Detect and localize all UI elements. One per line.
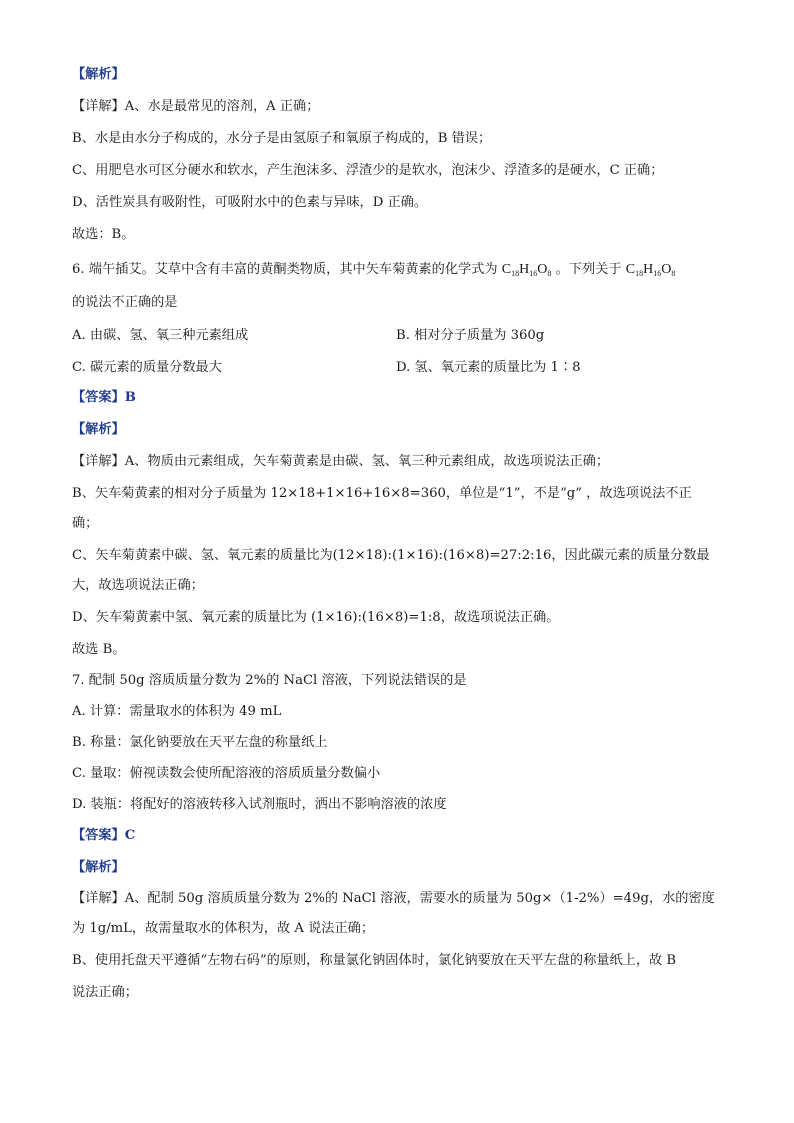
question-6-stem (72, 260, 732, 280)
detail-line: C、用肥皂水可区分硬水和软水，产生泡沫多、浮渣少的是软水，泡沫少、浮渣多的是硬水，C 正确； (72, 163, 664, 178)
detail-line: B、矢车菊黄素的相对分子质量为 12×18+1×16+16×8=360，单位是“1”，不是“g” ，故选项说法不正 (72, 486, 692, 501)
detail-line: B、水是由水分子构成的，水分子是由氢原子和氧原子构成的，B 错误； (72, 131, 492, 146)
detail-line: 【详解】A、水是最常见的溶剂，A 正确； (72, 99, 320, 114)
detail-line: 【详解】A、配制 50g 溶质质量分数为 2%的 NaCl 溶液，需要水的质量为 50g×（1-2%）=49g，水的密度 (72, 891, 715, 906)
question-7-option-d: D. 装瓶：将配好的溶液转移入试剂瓶时，洒出不影响溶液的浓度 (72, 797, 447, 812)
detail-line: 说法正确； (72, 985, 138, 1000)
conclusion-line: 故选：B。 (72, 227, 135, 242)
question-6-answer: 【答案】B (72, 390, 136, 405)
chemical-formula: $C_{18}H_{16}O_8$ (501, 262, 552, 278)
detail-line: C、矢车菊黄素中碳、氢、氧元素的质量比为(12×18):(1×16):(16×8)=27:2:16，因此碳元素的质量分数最 (72, 548, 710, 563)
question-7-stem: 7. 配制 50g 溶质质量分数为 2%的 NaCl 溶液，下列说法错误的是 (72, 673, 467, 688)
detail-line: 确； (72, 516, 99, 531)
question-6-option-d: D. 氢、氧元素的质量比为 1∶8 (396, 360, 581, 375)
question-6-analysis-heading: 【解析】 (72, 422, 125, 437)
question-7-analysis-heading: 【解析】 (72, 860, 125, 875)
question-6-option-b: B. 相对分子质量为 360g (396, 328, 545, 343)
detail-line: 【详解】A、物质由元素组成，矢车菊黄素是由碳、氢、氧三种元素组成，故选项说法正确； (72, 454, 610, 469)
question-7-option-c: C. 量取：俯视读数会使所配溶液的溶质质量分数偏小 (72, 766, 381, 781)
detail-line: B、使用托盘天平遵循“左物右码”的原则，称量氯化钠固体时，氯化钠要放在天平左盘的称量纸上，故 B (72, 953, 677, 968)
question-7-option-b: B. 称量：氯化钠要放在天平左盘的称量纸上 (72, 735, 328, 750)
detail-line: D、活性炭具有吸附性，可吸附水中的色素与异味，D 正确。 (72, 195, 428, 210)
question-6-option-a: A. 由碳、氢、氧三种元素组成 (72, 328, 249, 343)
question-7-answer: 【答案】C (72, 828, 136, 843)
detail-line: 大，故选项说法正确； (72, 578, 204, 593)
question-6-stem-text: 。下列关于 (555, 262, 622, 277)
question-7-option-a: A. 计算：需量取水的体积为 49 mL (72, 704, 282, 719)
question-6-stem-text: 6. 端午插艾。艾草中含有丰富的黄酮类物质，其中矢车菊黄素的化学式为 (72, 262, 498, 277)
chemical-formula: $C_{18}H_{16}O_8$ (625, 262, 676, 278)
detail-line: 为 1g/mL，故需量取水的体积为，故 A 说法正确； (72, 921, 375, 936)
detail-line: D、矢车菊黄素中氢、氧元素的质量比为 (1×16):(16×8)=1:8，故选项说法正确。 (72, 610, 560, 625)
analysis-heading: 【解析】 (72, 67, 125, 82)
question-6-stem-end: 的说法不正确的是 (72, 295, 178, 310)
conclusion-line: 故选 B。 (72, 642, 126, 657)
question-6-option-c: C. 碳元素的质量分数最大 (72, 360, 222, 375)
